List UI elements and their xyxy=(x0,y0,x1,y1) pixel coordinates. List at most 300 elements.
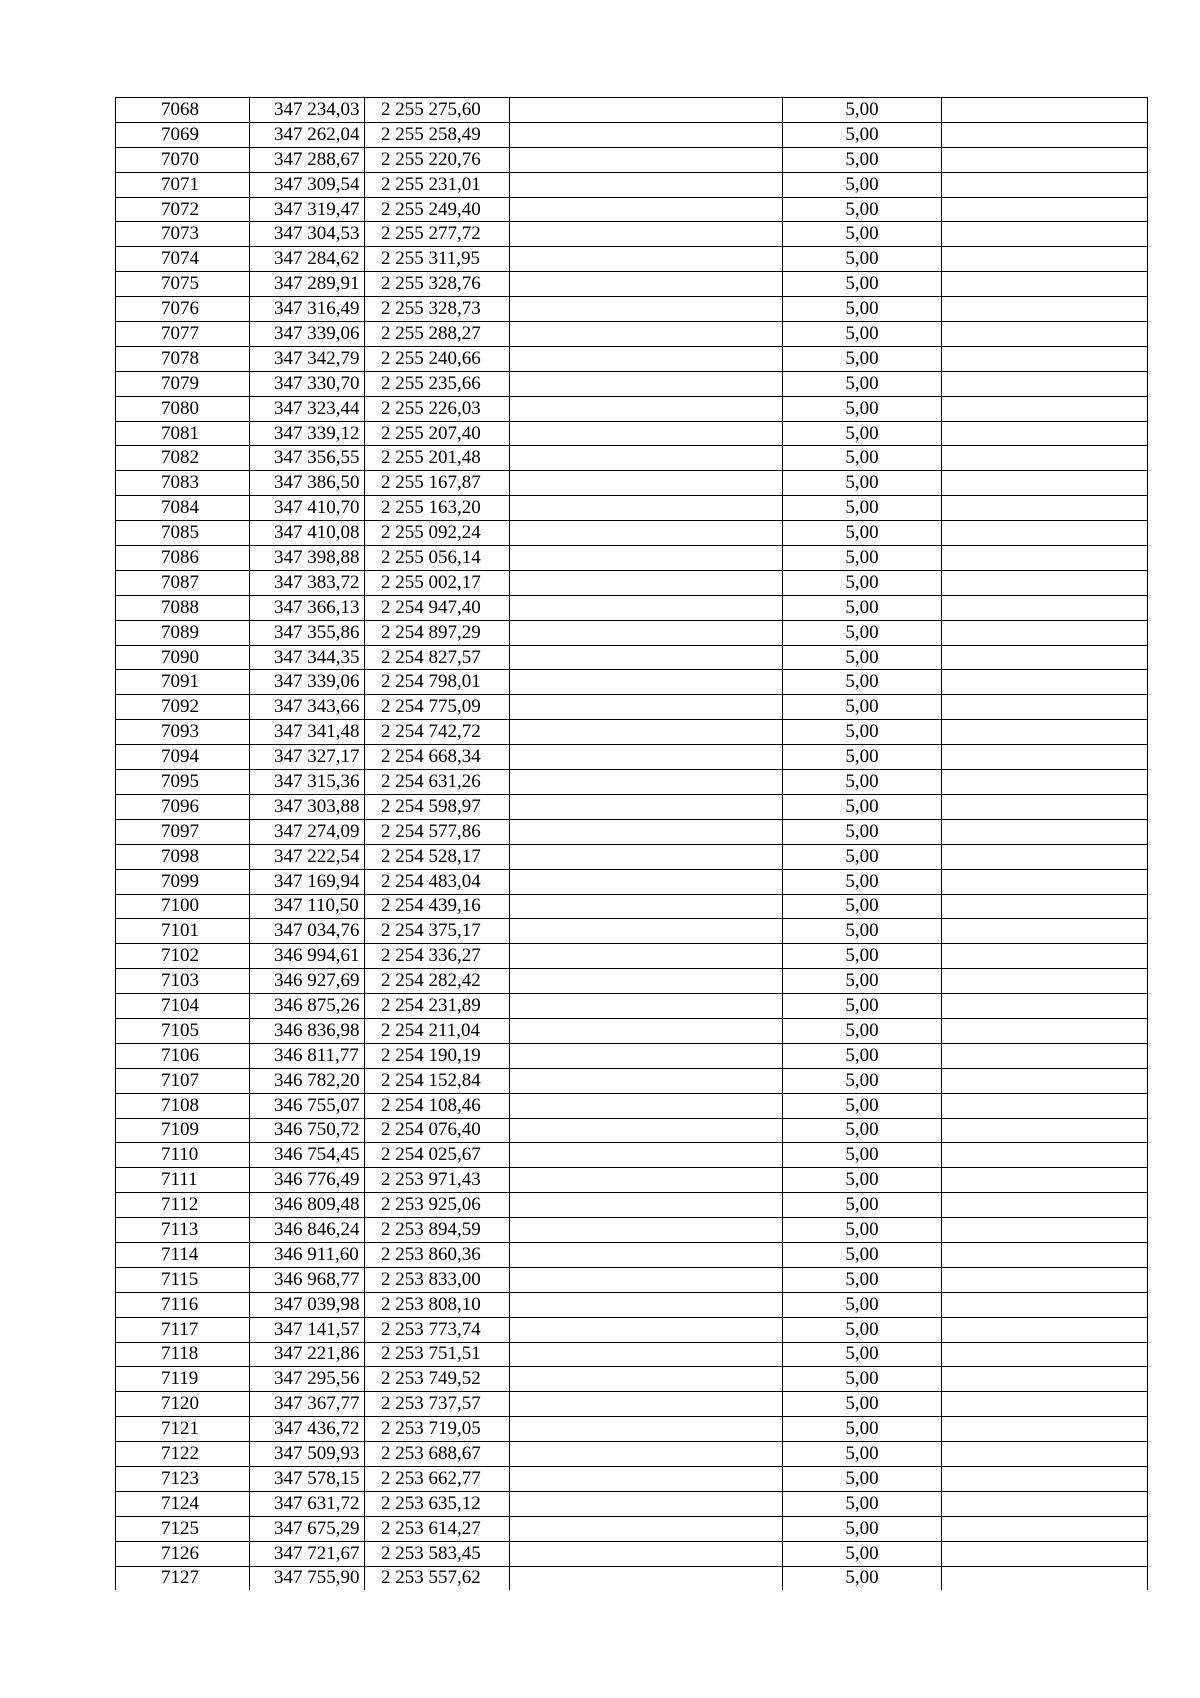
y-coordinate-cell: 2 255 207,40 xyxy=(365,421,510,446)
y-coordinate-cell: 2 253 635,12 xyxy=(365,1491,510,1516)
y-coordinate-cell: 2 255 311,95 xyxy=(365,247,510,272)
blank-cell xyxy=(510,1143,783,1168)
blank-cell-last xyxy=(942,695,1148,720)
blank-cell-last xyxy=(942,346,1148,371)
blank-cell-last xyxy=(942,446,1148,471)
value-cell: 5,00 xyxy=(783,745,942,770)
blank-cell-last xyxy=(942,1342,1148,1367)
x-coordinate-cell: 347 436,72 xyxy=(250,1417,365,1442)
value-cell: 5,00 xyxy=(783,1043,942,1068)
blank-cell xyxy=(510,1566,783,1590)
value-cell: 5,00 xyxy=(783,794,942,819)
x-coordinate-cell: 347 341,48 xyxy=(250,720,365,745)
point-number-cell: 7102 xyxy=(116,944,250,969)
table-row xyxy=(116,819,1148,844)
blank-cell-last xyxy=(942,720,1148,745)
blank-cell xyxy=(510,620,783,645)
y-coordinate-cell: 2 253 860,36 xyxy=(365,1242,510,1267)
point-number-cell: 7100 xyxy=(116,894,250,919)
y-coordinate-cell: 2 253 971,43 xyxy=(365,1168,510,1193)
y-coordinate-cell: 2 253 662,77 xyxy=(365,1466,510,1491)
blank-cell xyxy=(510,1292,783,1317)
table-row xyxy=(116,1118,1148,1143)
point-number-cell: 7078 xyxy=(116,346,250,371)
x-coordinate-cell: 347 295,56 xyxy=(250,1367,365,1392)
blank-cell xyxy=(510,1466,783,1491)
y-coordinate-cell: 2 254 152,84 xyxy=(365,1068,510,1093)
table-row xyxy=(116,1043,1148,1068)
value-cell: 5,00 xyxy=(783,1392,942,1417)
table-row xyxy=(116,894,1148,919)
point-number-cell: 7113 xyxy=(116,1218,250,1243)
blank-cell xyxy=(510,919,783,944)
point-number-cell: 7091 xyxy=(116,670,250,695)
y-coordinate-cell: 2 253 833,00 xyxy=(365,1267,510,1292)
value-cell: 5,00 xyxy=(783,645,942,670)
table-row xyxy=(116,620,1148,645)
blank-cell xyxy=(510,272,783,297)
blank-cell xyxy=(510,247,783,272)
y-coordinate-cell: 2 255 275,60 xyxy=(365,98,510,123)
point-number-cell: 7111 xyxy=(116,1168,250,1193)
blank-cell-last xyxy=(942,595,1148,620)
point-number-cell: 7092 xyxy=(116,695,250,720)
blank-cell-last xyxy=(942,1093,1148,1118)
table-row xyxy=(116,1267,1148,1292)
point-number-cell: 7123 xyxy=(116,1466,250,1491)
blank-cell-last xyxy=(942,222,1148,247)
blank-cell xyxy=(510,969,783,994)
table-row xyxy=(116,396,1148,421)
x-coordinate-cell: 346 846,24 xyxy=(250,1218,365,1243)
y-coordinate-cell: 2 254 282,42 xyxy=(365,969,510,994)
value-cell: 5,00 xyxy=(783,371,942,396)
blank-cell xyxy=(510,496,783,521)
blank-cell-last xyxy=(942,297,1148,322)
value-cell: 5,00 xyxy=(783,1466,942,1491)
value-cell: 5,00 xyxy=(783,1018,942,1043)
blank-cell-last xyxy=(942,1491,1148,1516)
value-cell: 5,00 xyxy=(783,695,942,720)
y-coordinate-cell: 2 253 557,62 xyxy=(365,1566,510,1590)
value-cell: 5,00 xyxy=(783,1566,942,1590)
blank-cell xyxy=(510,446,783,471)
blank-cell-last xyxy=(942,819,1148,844)
value-cell: 5,00 xyxy=(783,446,942,471)
table-row xyxy=(116,1018,1148,1043)
x-coordinate-cell: 347 410,08 xyxy=(250,521,365,546)
table-row xyxy=(116,222,1148,247)
x-coordinate-cell: 347 034,76 xyxy=(250,919,365,944)
blank-cell-last xyxy=(942,1442,1148,1467)
x-coordinate-cell: 347 234,03 xyxy=(250,98,365,123)
y-coordinate-cell: 2 255 092,24 xyxy=(365,521,510,546)
value-cell: 5,00 xyxy=(783,222,942,247)
point-number-cell: 7085 xyxy=(116,521,250,546)
y-coordinate-cell: 2 254 827,57 xyxy=(365,645,510,670)
blank-cell-last xyxy=(942,172,1148,197)
x-coordinate-cell: 347 410,70 xyxy=(250,496,365,521)
blank-cell-last xyxy=(942,1043,1148,1068)
x-coordinate-cell: 347 383,72 xyxy=(250,570,365,595)
x-coordinate-cell: 347 110,50 xyxy=(250,894,365,919)
point-number-cell: 7082 xyxy=(116,446,250,471)
value-cell: 5,00 xyxy=(783,1367,942,1392)
table-row xyxy=(116,695,1148,720)
point-number-cell: 7098 xyxy=(116,844,250,869)
blank-cell-last xyxy=(942,1218,1148,1243)
blank-cell xyxy=(510,297,783,322)
y-coordinate-cell: 2 255 258,49 xyxy=(365,122,510,147)
point-number-cell: 7074 xyxy=(116,247,250,272)
point-number-cell: 7086 xyxy=(116,546,250,571)
point-number-cell: 7110 xyxy=(116,1143,250,1168)
table-row xyxy=(116,1068,1148,1093)
point-number-cell: 7077 xyxy=(116,322,250,347)
value-cell: 5,00 xyxy=(783,322,942,347)
blank-cell-last xyxy=(942,969,1148,994)
point-number-cell: 7118 xyxy=(116,1342,250,1367)
y-coordinate-cell: 2 255 235,66 xyxy=(365,371,510,396)
blank-cell-last xyxy=(942,247,1148,272)
y-coordinate-cell: 2 254 439,16 xyxy=(365,894,510,919)
table-row xyxy=(116,1466,1148,1491)
blank-cell xyxy=(510,1043,783,1068)
table-row xyxy=(116,1168,1148,1193)
blank-cell xyxy=(510,396,783,421)
y-coordinate-cell: 2 254 775,09 xyxy=(365,695,510,720)
blank-cell-last xyxy=(942,844,1148,869)
blank-cell xyxy=(510,172,783,197)
point-number-cell: 7080 xyxy=(116,396,250,421)
point-number-cell: 7068 xyxy=(116,98,250,123)
blank-cell xyxy=(510,670,783,695)
blank-cell xyxy=(510,1317,783,1342)
x-coordinate-cell: 346 911,60 xyxy=(250,1242,365,1267)
table-row xyxy=(116,421,1148,446)
blank-cell-last xyxy=(942,98,1148,123)
x-coordinate-cell: 347 721,67 xyxy=(250,1541,365,1566)
x-coordinate-cell: 347 344,35 xyxy=(250,645,365,670)
blank-cell xyxy=(510,521,783,546)
x-coordinate-cell: 347 284,62 xyxy=(250,247,365,272)
blank-cell xyxy=(510,944,783,969)
x-coordinate-cell: 347 141,57 xyxy=(250,1317,365,1342)
x-coordinate-cell: 346 750,72 xyxy=(250,1118,365,1143)
blank-cell-last xyxy=(942,645,1148,670)
value-cell: 5,00 xyxy=(783,247,942,272)
point-number-cell: 7114 xyxy=(116,1242,250,1267)
x-coordinate-cell: 347 303,88 xyxy=(250,794,365,819)
point-number-cell: 7101 xyxy=(116,919,250,944)
y-coordinate-cell: 2 254 668,34 xyxy=(365,745,510,770)
blank-cell-last xyxy=(942,272,1148,297)
x-coordinate-cell: 346 994,61 xyxy=(250,944,365,969)
blank-cell xyxy=(510,371,783,396)
value-cell: 5,00 xyxy=(783,396,942,421)
table-row xyxy=(116,546,1148,571)
blank-cell-last xyxy=(942,770,1148,795)
x-coordinate-cell: 347 342,79 xyxy=(250,346,365,371)
table-row xyxy=(116,745,1148,770)
x-coordinate-cell: 346 754,45 xyxy=(250,1143,365,1168)
blank-cell xyxy=(510,869,783,894)
x-coordinate-cell: 347 309,54 xyxy=(250,172,365,197)
point-number-cell: 7072 xyxy=(116,197,250,222)
blank-cell xyxy=(510,1417,783,1442)
table-row xyxy=(116,98,1148,123)
blank-cell xyxy=(510,98,783,123)
table-row xyxy=(116,297,1148,322)
blank-cell xyxy=(510,1118,783,1143)
table-row xyxy=(116,1367,1148,1392)
blank-cell xyxy=(510,1367,783,1392)
blank-cell-last xyxy=(942,1118,1148,1143)
table-row xyxy=(116,670,1148,695)
blank-cell-last xyxy=(942,745,1148,770)
y-coordinate-cell: 2 255 328,76 xyxy=(365,272,510,297)
value-cell: 5,00 xyxy=(783,770,942,795)
value-cell: 5,00 xyxy=(783,1417,942,1442)
blank-cell xyxy=(510,819,783,844)
y-coordinate-cell: 2 254 598,97 xyxy=(365,794,510,819)
table-row xyxy=(116,794,1148,819)
value-cell: 5,00 xyxy=(783,1193,942,1218)
point-number-cell: 7120 xyxy=(116,1392,250,1417)
table-row xyxy=(116,869,1148,894)
value-cell: 5,00 xyxy=(783,1068,942,1093)
blank-cell xyxy=(510,1018,783,1043)
x-coordinate-cell: 347 675,29 xyxy=(250,1516,365,1541)
point-number-cell: 7071 xyxy=(116,172,250,197)
blank-cell-last xyxy=(942,1317,1148,1342)
blank-cell xyxy=(510,421,783,446)
x-coordinate-cell: 347 578,15 xyxy=(250,1466,365,1491)
point-number-cell: 7126 xyxy=(116,1541,250,1566)
value-cell: 5,00 xyxy=(783,620,942,645)
x-coordinate-cell: 347 343,66 xyxy=(250,695,365,720)
blank-cell-last xyxy=(942,670,1148,695)
y-coordinate-cell: 2 255 226,03 xyxy=(365,396,510,421)
x-coordinate-cell: 347 169,94 xyxy=(250,869,365,894)
x-coordinate-cell: 347 355,86 xyxy=(250,620,365,645)
x-coordinate-cell: 346 811,77 xyxy=(250,1043,365,1068)
blank-cell xyxy=(510,546,783,571)
x-coordinate-cell: 347 339,06 xyxy=(250,322,365,347)
table-row xyxy=(116,1242,1148,1267)
y-coordinate-cell: 2 253 719,05 xyxy=(365,1417,510,1442)
value-cell: 5,00 xyxy=(783,1242,942,1267)
point-number-cell: 7079 xyxy=(116,371,250,396)
y-coordinate-cell: 2 254 631,26 xyxy=(365,770,510,795)
blank-cell xyxy=(510,570,783,595)
y-coordinate-cell: 2 254 108,46 xyxy=(365,1093,510,1118)
table-row xyxy=(116,122,1148,147)
blank-cell xyxy=(510,322,783,347)
table-row xyxy=(116,1516,1148,1541)
point-number-cell: 7124 xyxy=(116,1491,250,1516)
table-row xyxy=(116,1541,1148,1566)
point-number-cell: 7117 xyxy=(116,1317,250,1342)
value-cell: 5,00 xyxy=(783,521,942,546)
blank-cell xyxy=(510,794,783,819)
table-row xyxy=(116,371,1148,396)
point-number-cell: 7106 xyxy=(116,1043,250,1068)
x-coordinate-cell: 347 631,72 xyxy=(250,1491,365,1516)
blank-cell xyxy=(510,471,783,496)
y-coordinate-cell: 2 254 528,17 xyxy=(365,844,510,869)
y-coordinate-cell: 2 254 025,67 xyxy=(365,1143,510,1168)
blank-cell xyxy=(510,770,783,795)
x-coordinate-cell: 347 315,36 xyxy=(250,770,365,795)
x-coordinate-cell: 347 304,53 xyxy=(250,222,365,247)
table-row xyxy=(116,1566,1148,1590)
x-coordinate-cell: 347 755,90 xyxy=(250,1566,365,1590)
point-number-cell: 7088 xyxy=(116,595,250,620)
blank-cell-last xyxy=(942,1541,1148,1566)
value-cell: 5,00 xyxy=(783,1541,942,1566)
y-coordinate-cell: 2 254 076,40 xyxy=(365,1118,510,1143)
point-number-cell: 7104 xyxy=(116,994,250,1019)
y-coordinate-cell: 2 254 742,72 xyxy=(365,720,510,745)
value-cell: 5,00 xyxy=(783,346,942,371)
x-coordinate-cell: 347 366,13 xyxy=(250,595,365,620)
x-coordinate-cell: 347 367,77 xyxy=(250,1392,365,1417)
blank-cell xyxy=(510,994,783,1019)
value-cell: 5,00 xyxy=(783,1491,942,1516)
blank-cell-last xyxy=(942,794,1148,819)
y-coordinate-cell: 2 255 240,66 xyxy=(365,346,510,371)
table-body xyxy=(116,98,1148,1591)
x-coordinate-cell: 347 316,49 xyxy=(250,297,365,322)
blank-cell-last xyxy=(942,1516,1148,1541)
table-row xyxy=(116,272,1148,297)
point-number-cell: 7108 xyxy=(116,1093,250,1118)
point-number-cell: 7103 xyxy=(116,969,250,994)
table-row xyxy=(116,1317,1148,1342)
blank-cell-last xyxy=(942,1466,1148,1491)
table-row xyxy=(116,147,1148,172)
blank-cell xyxy=(510,346,783,371)
y-coordinate-cell: 2 254 798,01 xyxy=(365,670,510,695)
y-coordinate-cell: 2 253 808,10 xyxy=(365,1292,510,1317)
value-cell: 5,00 xyxy=(783,1516,942,1541)
x-coordinate-cell: 347 288,67 xyxy=(250,147,365,172)
blank-cell xyxy=(510,1267,783,1292)
blank-cell-last xyxy=(942,521,1148,546)
blank-cell-last xyxy=(942,919,1148,944)
value-cell: 5,00 xyxy=(783,272,942,297)
value-cell: 5,00 xyxy=(783,819,942,844)
blank-cell xyxy=(510,1342,783,1367)
point-number-cell: 7075 xyxy=(116,272,250,297)
blank-cell xyxy=(510,1541,783,1566)
x-coordinate-cell: 346 836,98 xyxy=(250,1018,365,1043)
table-row xyxy=(116,919,1148,944)
blank-cell xyxy=(510,595,783,620)
blank-cell xyxy=(510,1491,783,1516)
value-cell: 5,00 xyxy=(783,1267,942,1292)
table-row xyxy=(116,1417,1148,1442)
y-coordinate-cell: 2 253 751,51 xyxy=(365,1342,510,1367)
value-cell: 5,00 xyxy=(783,421,942,446)
point-number-cell: 7073 xyxy=(116,222,250,247)
x-coordinate-cell: 347 222,54 xyxy=(250,844,365,869)
blank-cell xyxy=(510,1193,783,1218)
blank-cell xyxy=(510,147,783,172)
value-cell: 5,00 xyxy=(783,894,942,919)
point-number-cell: 7084 xyxy=(116,496,250,521)
value-cell: 5,00 xyxy=(783,172,942,197)
blank-cell-last xyxy=(942,894,1148,919)
x-coordinate-cell: 346 968,77 xyxy=(250,1267,365,1292)
value-cell: 5,00 xyxy=(783,969,942,994)
blank-cell xyxy=(510,1516,783,1541)
blank-cell-last xyxy=(942,1193,1148,1218)
y-coordinate-cell: 2 255 288,27 xyxy=(365,322,510,347)
table-row xyxy=(116,172,1148,197)
coordinates-table xyxy=(115,97,1148,1590)
x-coordinate-cell: 347 339,06 xyxy=(250,670,365,695)
blank-cell xyxy=(510,222,783,247)
value-cell: 5,00 xyxy=(783,1317,942,1342)
table-row xyxy=(116,1392,1148,1417)
table-row xyxy=(116,197,1148,222)
blank-cell-last xyxy=(942,322,1148,347)
point-number-cell: 7127 xyxy=(116,1566,250,1590)
y-coordinate-cell: 2 254 231,89 xyxy=(365,994,510,1019)
blank-cell-last xyxy=(942,147,1148,172)
table-row xyxy=(116,1193,1148,1218)
blank-cell xyxy=(510,1218,783,1243)
x-coordinate-cell: 347 386,50 xyxy=(250,471,365,496)
blank-cell-last xyxy=(942,496,1148,521)
table-row xyxy=(116,645,1148,670)
blank-cell-last xyxy=(942,396,1148,421)
point-number-cell: 7099 xyxy=(116,869,250,894)
point-number-cell: 7096 xyxy=(116,794,250,819)
x-coordinate-cell: 346 809,48 xyxy=(250,1193,365,1218)
point-number-cell: 7070 xyxy=(116,147,250,172)
blank-cell-last xyxy=(942,371,1148,396)
y-coordinate-cell: 2 255 249,40 xyxy=(365,197,510,222)
point-number-cell: 7089 xyxy=(116,620,250,645)
blank-cell xyxy=(510,1242,783,1267)
x-coordinate-cell: 347 398,88 xyxy=(250,546,365,571)
blank-cell xyxy=(510,745,783,770)
blank-cell-last xyxy=(942,570,1148,595)
table-row xyxy=(116,844,1148,869)
point-number-cell: 7090 xyxy=(116,645,250,670)
point-number-cell: 7105 xyxy=(116,1018,250,1043)
value-cell: 5,00 xyxy=(783,994,942,1019)
blank-cell xyxy=(510,122,783,147)
x-coordinate-cell: 347 323,44 xyxy=(250,396,365,421)
blank-cell xyxy=(510,720,783,745)
x-coordinate-cell: 346 776,49 xyxy=(250,1168,365,1193)
blank-cell xyxy=(510,695,783,720)
blank-cell-last xyxy=(942,869,1148,894)
table-row xyxy=(116,1218,1148,1243)
blank-cell xyxy=(510,197,783,222)
blank-cell-last xyxy=(942,471,1148,496)
point-number-cell: 7094 xyxy=(116,745,250,770)
y-coordinate-cell: 2 254 897,29 xyxy=(365,620,510,645)
value-cell: 5,00 xyxy=(783,919,942,944)
value-cell: 5,00 xyxy=(783,1292,942,1317)
value-cell: 5,00 xyxy=(783,1218,942,1243)
y-coordinate-cell: 2 255 056,14 xyxy=(365,546,510,571)
